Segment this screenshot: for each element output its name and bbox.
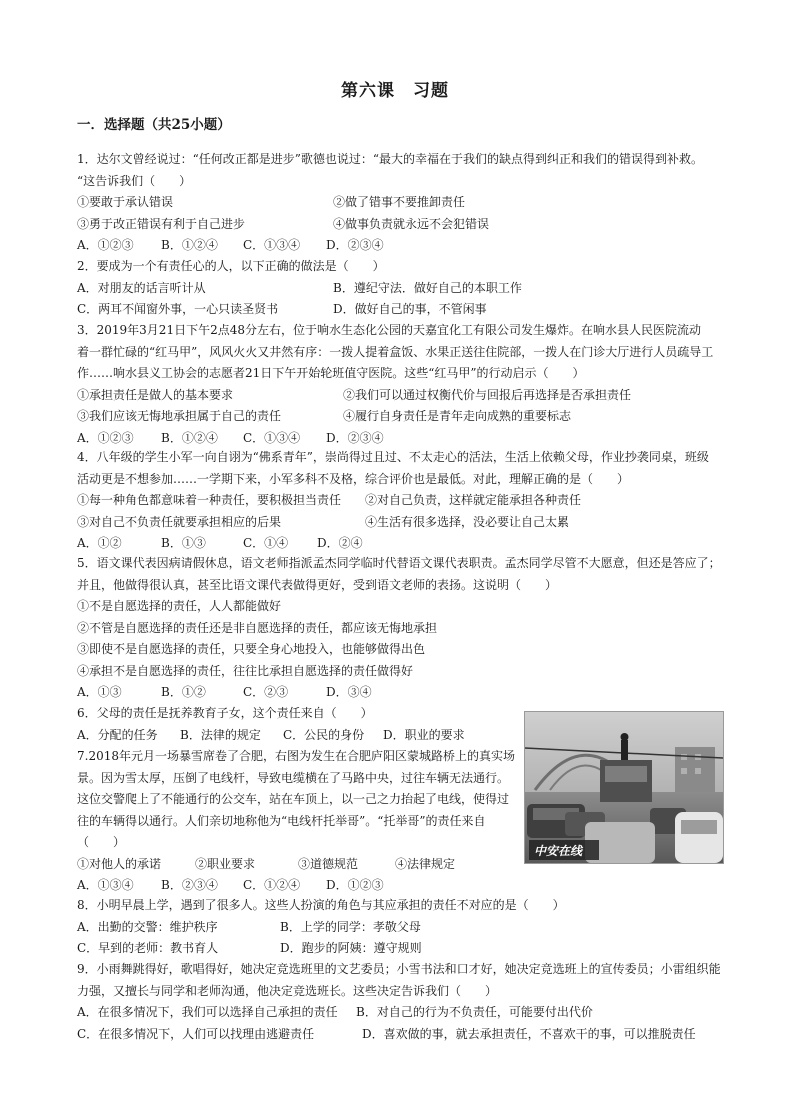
choice-c: C．①③④	[243, 238, 301, 252]
choice-b: B．②③④	[161, 878, 218, 892]
choice-c: C．公民的身份	[283, 727, 365, 742]
question-8	[77, 895, 717, 960]
choice-a: A．①③	[77, 685, 122, 699]
statement-1: ①要敢于承认错误	[77, 195, 174, 209]
statement-3: ③道德规范	[298, 856, 359, 871]
question-stem: （ ）	[77, 835, 126, 849]
question-2	[77, 256, 717, 321]
title-lesson: 第六课	[341, 81, 395, 101]
question-stem: 6．父母的责任是抚养教育子女，这个责任来自（ ）	[77, 706, 373, 720]
question-stem: 2．要成为一个有责任心的人，以下正确的做法是（ ）	[77, 259, 385, 273]
question-7	[77, 746, 517, 897]
question-stem: 1．达尔文曾经说过：“任何改正都是进步”歌德也说过：“最大的幸福在于我们的缺点得到纠正和我们的错误得到补救。	[77, 152, 704, 166]
choice-d: D．①②③	[326, 878, 384, 892]
section-heading: 一．选择题（共25小题）	[77, 117, 231, 133]
statement-4: ④承担不是自愿选择的责任，往往比承担自愿选择的责任做得好	[77, 663, 414, 678]
statement-2: ②我们可以通过权衡代价与回报后再选择是否承担责任	[343, 387, 632, 402]
choice-c: C．①④	[243, 536, 289, 550]
choice-a: A．①②	[77, 536, 122, 550]
question-stem: 这位交警爬上了不能通行的公交车，站在车顶上，以一己之力抬起了电线，使得过	[77, 792, 510, 806]
question-9	[77, 959, 721, 1045]
question-stem: 7.2018年元月一场暴雪席卷了合肥，右图为发生在合肥庐阳区蒙城路桥上的真实场	[77, 749, 515, 763]
choice-b: B．上学的同学：孝敬父母	[280, 919, 421, 934]
choice-b: B．①③	[161, 536, 206, 550]
question-5	[77, 553, 721, 704]
choice-d: D．③④	[326, 685, 372, 699]
statement-4: ④生活有很多选择，没必要让自己太累	[365, 514, 570, 529]
choice-d: D．②④	[317, 536, 363, 550]
choice-b: B．①②④	[161, 238, 218, 252]
question-stem: 景。因为雪太厚，压倒了电线杆，导致电缆横在了马路中央，过往车辆无法通行。	[77, 770, 510, 785]
choice-d: D．喜欢做的事，就去承担责任，不喜欢干的事，可以推脱责任	[362, 1026, 696, 1041]
statement-2: ②对自己负责，这样就定能承担各种责任	[365, 493, 582, 507]
statement-2: ②不管是自愿选择的责任还是非自愿选择的责任，都应该无悔地承担	[77, 620, 438, 635]
statement-2: ②做了错事不要推卸责任	[333, 195, 466, 209]
question-stem: 5．语文课代表因病请假休息，语文老师指派孟杰同学临时代替语文课代表职责。孟杰同学尽管不大愿意，但还是答应了；	[77, 556, 721, 570]
question-stem: 着一群忙碌的“红马甲”，风风火火又井然有序：一拨人提着盒饭、水果正送往住院部，一拨人在门诊大厅进行人员疏导工	[77, 344, 714, 359]
statement-3: ③即使不是自愿选择的责任，只要全身心地投入，也能够做得出色	[77, 642, 426, 656]
choice-d: D．②③④	[326, 238, 384, 252]
choice-d: D．职业的要求	[383, 727, 465, 742]
choice-a: A．对朋友的话言听计从	[77, 280, 206, 295]
choice-c: C．在很多情况下，人们可以找理由逃避责任	[77, 1026, 315, 1041]
statement-2: ②职业要求	[195, 856, 256, 871]
choice-d: D．跑步的阿姨：遵守规则	[280, 941, 422, 955]
title-exercises: 习题	[413, 81, 449, 101]
statement-1: ①承担责任是做人的基本要求	[77, 387, 234, 402]
choice-a: A．①③④	[77, 878, 134, 892]
choice-b: B．法律的规定	[180, 727, 261, 742]
question-4	[77, 447, 717, 555]
statement-4: ④做事负责就永远不会犯错误	[333, 216, 490, 231]
statement-1: ①对他人的承诺	[77, 856, 162, 871]
statement-1: ①每一种角色都意味着一种责任，要积极担当责任	[77, 493, 342, 507]
choice-b: B．对自己的行为不负责任，可能要付出代价	[356, 1005, 593, 1019]
choice-a: A．①②③	[77, 430, 134, 445]
question-6	[77, 703, 517, 746]
choice-b: B．①②	[161, 685, 206, 699]
photo-watermark: 中安在线	[534, 844, 583, 858]
question-stem: 往的车辆得以通行。人们亲切地称他为“电线杆托举哥”。“托举哥”的责任来自	[77, 813, 486, 828]
choice-a: A．分配的任务	[77, 727, 158, 742]
question-stem: 8．小明早晨上学，遇到了很多人。这些人扮演的角色与其应承担的责任不对应的是（ ）	[77, 898, 565, 912]
question-3	[77, 320, 717, 449]
choice-c: C．②③	[243, 685, 289, 699]
question-stem: 3．2019年3月21日下午2点48分左右，位于响水生态化公园的天嘉宜化工有限公司发生爆炸。在响水县人民医院流动	[77, 323, 701, 337]
choice-d: D．做好自己的事，不管闲事	[333, 302, 487, 316]
choice-d: D．②③④	[326, 430, 384, 445]
choice-c: C．①③④	[243, 430, 301, 445]
statement-4: ④履行自身责任是青年走向成熟的重要标志	[343, 409, 572, 423]
statement-1: ①不是自愿选择的责任，人人都能做好	[77, 599, 282, 613]
choice-c: C．早到的老师：教书育人	[77, 941, 219, 955]
choice-a: A．出勤的交警：维护秩序	[77, 919, 218, 934]
question-stem: 活动更是不想参加……一学期下来，小军多科不及格，综合评价也是最低。对此，理解正确的是（ ）	[77, 471, 630, 486]
question-stem: “这告诉我们（ ）	[77, 173, 192, 188]
question-stem: 作……响水县义工协会的志愿者21日下午开始轮班值守医院。这些“红马甲”的行动启示（ ）	[77, 366, 585, 380]
choice-b: B．①②④	[161, 430, 218, 445]
question-stem: 力强，又擅长与同学和老师沟通，他决定竞选班长。这些决定告诉我们（ ）	[77, 983, 498, 998]
choice-a: A．①②③	[77, 238, 134, 252]
choice-c: C．①②④	[243, 878, 301, 892]
question-stem: 4．八年级的学生小军一向自诩为“佛系青年”，崇尚得过且过、不太走心的活法，生活上依赖父母，作业抄袭同桌，班级	[77, 450, 709, 464]
question-stem: 并且，他做得很认真，甚至比语文课代表做得更好，受到语文老师的表扬。这说明（ ）	[77, 577, 558, 592]
statement-4: ④法律规定	[395, 856, 456, 871]
question-1	[77, 149, 717, 257]
statement-3: ③勇于改正错误有利于自己进步	[77, 216, 246, 231]
page-title	[0, 76, 790, 101]
snowstorm-photo	[524, 711, 724, 864]
statement-3: ③我们应该无悔地承担属于自己的责任	[77, 409, 282, 423]
choice-a: A．在很多情况下，我们可以选择自己承担的责任	[77, 1005, 338, 1019]
question-stem: 9．小雨舞跳得好，歌唱得好，她决定竞选班里的文艺委员；小雪书法和口才好，她决定竞选班上的宣传委员；小雷组织能	[77, 962, 721, 976]
choice-c: C．两耳不闻窗外事，一心只读圣贤书	[77, 302, 279, 316]
choice-b: B．遵纪守法．做好自己的本职工作	[333, 280, 522, 295]
statement-3: ③对自己不负责任就要承担相应的后果	[77, 514, 282, 529]
